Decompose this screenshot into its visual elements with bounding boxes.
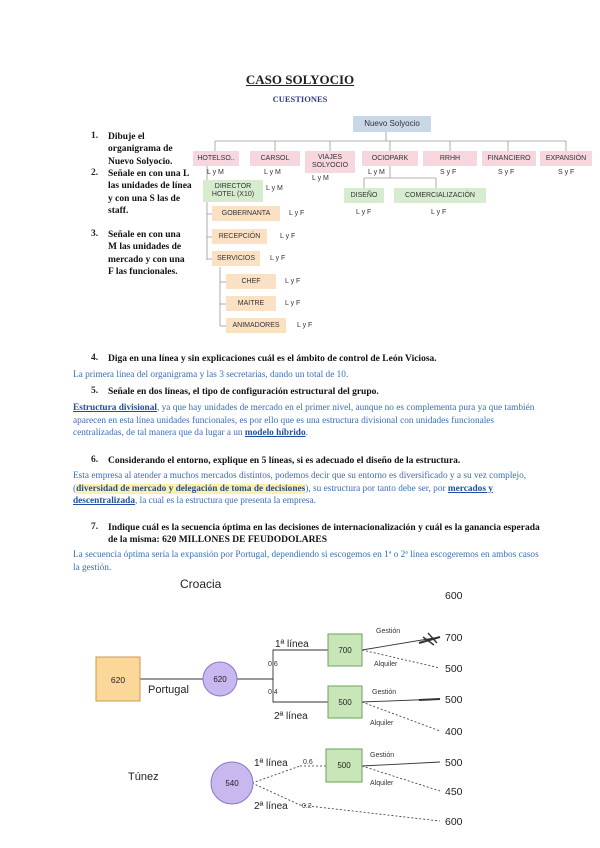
q5-number: 5.	[91, 386, 99, 396]
tree-outcome-600: 600	[445, 816, 463, 828]
q6-question: Considerando el entorno, explique en 5 líneas, si es adecuado el diseño de la estructura.	[108, 456, 461, 466]
q5-answer-end: .	[305, 428, 308, 438]
org-tag-director-hotel: L y M	[266, 185, 283, 192]
tree-portugal-linea2: 2ª línea	[274, 711, 308, 722]
tree-portugal-value: 620	[213, 675, 227, 684]
tree-gestion-label-2: Gestión	[372, 689, 397, 696]
tree-portugal-p04: 0.4	[268, 689, 278, 696]
q7-answer: La secuencia óptima sería la expansión por Portugal, dependiendo si escogemos en 1ª o 2ª línea escogeremos en ambos casos la gestión.	[73, 550, 539, 573]
org-root-nuevo-solyocio: Nuevo Solyocio	[353, 116, 431, 132]
q6-answer-mid: ), su estructura por tanto debe ser, por	[305, 483, 448, 494]
q6-answer-keyword: mercados y descentralizada	[73, 483, 493, 506]
document-title: CASO SOLYOCIO	[245, 72, 355, 87]
org-tag-servicios: L y F	[270, 255, 286, 262]
tree-node-500b-value: 500	[337, 761, 351, 770]
org-tag-rrhh: S y F	[440, 169, 457, 176]
q4-number: 4.	[91, 353, 99, 363]
tree-outcome-450: 450	[445, 786, 463, 798]
tree-tunez-linea1: 1ª línea	[254, 758, 288, 769]
q4-answer: La primera línea del organigrama y las 3 secretarias, dando un total de 10.	[73, 370, 349, 380]
org-tag-financiero: S y F	[498, 169, 515, 176]
tree-portugal-p06: 0.6	[268, 661, 278, 668]
org-tag-expansion: S y F	[558, 169, 575, 176]
org-node-viajes-solyocio: VIAJES SOLYOCIO	[305, 151, 355, 173]
tree-gestion-label-3: Gestión	[370, 752, 395, 759]
q6-answer-highlight: diversidad de mercado y delegación de toma de decisiones	[76, 483, 306, 494]
org-node-diseno: DISEÑO	[344, 188, 384, 203]
tree-croacia-value: 600	[445, 590, 463, 602]
document-subtitle: CUESTIONES	[272, 94, 328, 104]
tree-alquiler-label-1: Alquiler	[374, 661, 398, 668]
q3-text: Señale en con una M las unidades de mercado y con una F las funcionales.	[108, 230, 185, 278]
org-node-ociopark: OCIOPARK	[362, 151, 418, 166]
tree-gestion-label-1: Gestión	[376, 628, 401, 635]
q5-answer-keyword-hibrido: modelo híbrido	[244, 428, 306, 438]
tree-node-700-value: 700	[338, 646, 352, 655]
tree-outcome-700: 700	[445, 632, 463, 644]
q2-text: Señale en con una L las unidades de línea y con una S las de staff.	[108, 169, 192, 217]
org-tag-recepcion: L y F	[280, 233, 296, 240]
tree-root-value: 620	[110, 675, 126, 685]
tree-croacia-label: Croacia	[180, 577, 222, 591]
org-tag-chef: L y F	[285, 278, 301, 285]
tree-portugal-linea1: 1ª línea	[275, 639, 309, 650]
q5-answer-body: , ya que hay unidades de mercado en el primer nivel, aunque no es complementa pura ya que también aparecen en esta línea unidades funcionales, es por ello que es una estructura divisional con unidades funcionales centralizadas, de tal manera que da lugar a un	[73, 403, 535, 438]
tree-portugal-label: Portugal	[148, 684, 189, 696]
tree-alquiler-label-3: Alquiler	[370, 780, 394, 787]
q1-number: 1.	[91, 131, 99, 141]
org-tag-diseno: L y F	[356, 209, 372, 216]
org-node-maitre: MAITRE	[226, 296, 276, 311]
q5-answer-keyword-divisional: Estructura divisional	[73, 403, 157, 413]
tree-outcome-400: 400	[445, 726, 463, 738]
org-node-rrhh: RRHH	[423, 151, 477, 166]
q6-answer-intro: Esta empresa al atender a muchos mercados distintos, podemos decir que su entorno es diversificado y a su vez complejo, (	[73, 471, 527, 494]
org-node-carsol: CARSOL	[250, 151, 300, 166]
org-tag-hotelso: L y M	[207, 169, 224, 176]
tree-tunez-label: Túnez	[128, 771, 159, 783]
tree-tunez-linea2: 2ª línea	[254, 801, 288, 812]
org-tag-carsol: L y M	[264, 169, 281, 176]
q2-number: 2.	[91, 168, 99, 178]
q5-question: Señale en dos líneas, el tipo de configuración estructural del grupo.	[108, 387, 379, 397]
org-tag-viajes: L y M	[312, 175, 329, 182]
org-tag-gobernanta: L y F	[289, 210, 305, 217]
tree-outcome-500a: 500	[445, 663, 463, 675]
q7-number: 7.	[91, 522, 99, 532]
org-node-gobernanta: GOBERNANTA	[212, 206, 280, 221]
org-tag-ociopark: L y M	[368, 169, 385, 176]
q7-question: Indique cuál es la secuencia óptima en las decisiones de internacionalización y cuál es la ganancia esperada de la misma: 620 MILLONES DE FEUDODOLARES	[108, 523, 540, 546]
tree-tunez-p02: 0.2	[302, 803, 312, 810]
q3-number: 3.	[91, 229, 99, 239]
org-node-chef: CHEF	[226, 274, 276, 289]
org-node-recepcion: RECEPCIÓN	[212, 229, 267, 244]
tree-alquiler-label-2: Alquiler	[370, 720, 394, 727]
org-node-servicios: SERVICIOS	[212, 251, 260, 266]
tree-node-500a-value: 500	[338, 698, 352, 707]
tree-tunez-p06: 0.6	[303, 759, 313, 766]
tree-outcome-500c: 500	[445, 757, 463, 769]
org-node-director-hotel: DIRECTOR HOTEL (X10)	[203, 180, 263, 202]
org-node-animadores: ANIMADORES	[226, 318, 286, 333]
org-node-comercializacion: COMERCIALIZACIÓN	[394, 188, 486, 203]
org-node-expansion: EXPANSIÓN	[540, 151, 592, 166]
org-tag-comercializacion: L y F	[431, 209, 447, 216]
tree-outcome-500b: 500	[445, 694, 463, 706]
tree-tunez-value: 540	[225, 779, 239, 788]
q6-answer-end: , la cual es la estructura que presenta la empresa.	[134, 496, 316, 506]
org-tag-animadores: L y F	[297, 322, 313, 329]
org-node-financiero: FINANCIERO	[482, 151, 536, 166]
org-node-hotelso: HOTELSO..	[193, 151, 239, 166]
q6-number: 6.	[91, 455, 99, 465]
org-tag-maitre: L y F	[285, 300, 301, 307]
q1-text: Dibuje el organigrama de Nuevo Solyocio.	[108, 132, 173, 167]
q4-question: Diga en una línea y sin explicaciones cuál es el ámbito de control de León Viciosa.	[108, 354, 437, 364]
